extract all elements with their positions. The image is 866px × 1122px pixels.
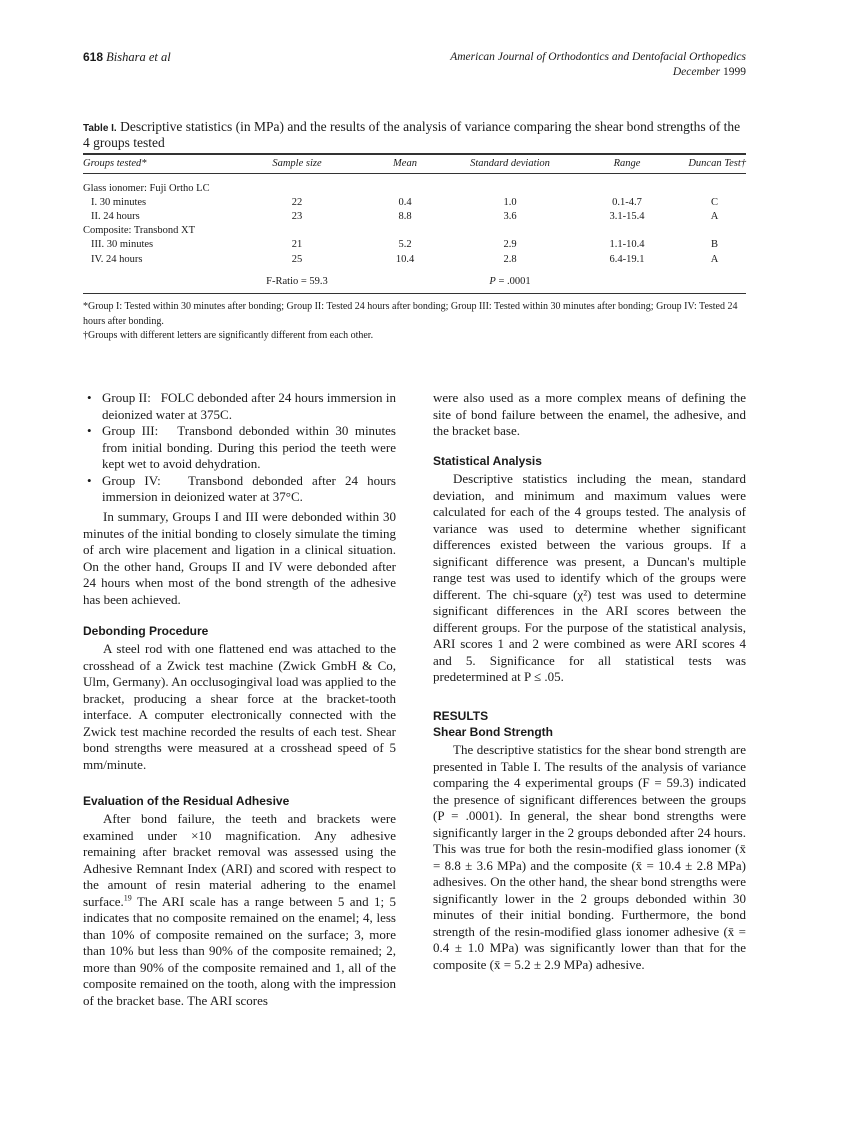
table-caption <box>83 120 748 150</box>
issue-year: 1999 <box>723 66 746 78</box>
table-row <box>83 195 746 209</box>
section-heading: Evaluation of the Residual Adhesive <box>83 794 290 808</box>
col-header: Standard deviation <box>470 158 550 169</box>
paragraph-text: were also used as a more complex means of defining the site of bond failure between the enamel, the adhesive, and the bracket base. <box>433 390 746 438</box>
section-heading: Shear Bond Strength <box>433 725 554 739</box>
table-bottom-rule <box>83 293 746 294</box>
cell-sd: 1.0 <box>503 196 517 208</box>
cell-n: 22 <box>291 196 303 208</box>
citation-ref: 19 <box>123 893 132 903</box>
cell-group: I. 30 minutes <box>91 196 147 208</box>
paragraph-text <box>83 811 396 1009</box>
cell-range: 0.1-4.7 <box>612 196 642 208</box>
table-section-row <box>83 224 746 238</box>
bullet-item: • Group IV: Transbond debonded after 24 hours immersion in deionized water at 37°C. <box>87 472 396 504</box>
section-label: Glass ionomer: Fuji Ortho LC <box>83 182 210 194</box>
table-section-row <box>83 181 746 195</box>
bullet-text: Group II: FOLC debonded after 24 hours immersion in deionized water at 375C. <box>102 390 396 422</box>
cell-range: 6.4-19.1 <box>609 253 645 265</box>
table-label: Table I. <box>83 123 117 134</box>
col-header: Mean <box>393 158 417 169</box>
bullet-text: Group IV: Transbond debonded after 24 hours immersion in deionized water at 37°C. <box>102 472 396 504</box>
col-header: Range <box>613 158 641 169</box>
statistical-analysis-section <box>433 453 746 686</box>
table-row <box>83 238 746 252</box>
results-heading: RESULTS <box>433 709 489 723</box>
section-heading: Statistical Analysis <box>433 454 542 468</box>
section-label: Composite: Transbond XT <box>83 225 196 237</box>
f-ratio: F-Ratio = 59.3 <box>266 275 328 287</box>
text-part: After bond failure, the teeth and brackets were examined under ×10 magnification. Any adhesive remaining after bracket removal was assessed using the Adhesive Remnant Index (ARI) and scored with respect to the amount of resin material adhering to the enamel surface. <box>83 811 396 909</box>
table-row <box>83 209 746 223</box>
col-header: Groups tested* <box>83 158 147 169</box>
cell-mean: 0.4 <box>398 196 412 208</box>
bullet-item: • Group II: FOLC debonded after 24 hours immersion in deionized water at 375C. <box>87 390 396 422</box>
continuation-paragraph <box>433 390 746 440</box>
running-header-right <box>450 50 746 80</box>
paragraph-text: Descriptive statistics including the mean, standard deviation, and minimum and maximum values were calculated for each of the 4 groups tested. The analysis of variance was used to determine whether significant differences existed between the various groups. If a significant difference was present, a Duncan's multiple range test was used to identify which of the groups were different. The chi-square (χ²) test was used to determine significant differences in the ARI scores between the different groups. For the purpose of the statistical analysis, ARI scores 1 and 2 were combined as were ARI scores 4 and 5. Significance for all statistical tests was predetermined at P ≤ .05. <box>433 471 746 684</box>
cell-duncan: A <box>710 253 719 265</box>
bullet-text: Group III: Transbond debonded within 30 minutes from initial bonding. During this period the teeth were kept wet to avoid dehydration. <box>102 423 396 471</box>
cell-group: III. 30 minutes <box>91 239 154 251</box>
summary-paragraph <box>83 509 396 608</box>
p-label: P <box>489 275 496 287</box>
cell-n: 25 <box>291 253 303 265</box>
cell-range: 1.1-10.4 <box>609 239 645 251</box>
table-footnote-1: *Group I: Tested within 30 minutes after bonding; Group II: Tested 24 hours after bonding; Group III: Tested within 30 minutes after bonding; Group IV: Tested 24 hours after bonding. <box>83 301 738 327</box>
cell-group: IV. 24 hours <box>91 253 143 265</box>
col-header: Sample size <box>272 158 322 169</box>
authors: Bishara et al <box>106 50 171 64</box>
bullet-item: • Group III: Transbond debonded within 30 minutes from initial bonding. During this period the teeth were kept wet to avoid dehydration. <box>87 423 396 471</box>
cell-sd: 2.9 <box>503 239 517 251</box>
debonding-section <box>83 623 396 773</box>
table-header-row <box>83 155 746 173</box>
cell-duncan: B <box>710 239 718 251</box>
paragraph-text: In summary, Groups I and III were debonded within 30 minutes of the initial bonding to closely simulate the timing of arch wire placement and ligation in a clinical situation. On the other hand, Groups II and IV were debonded after 24 hours when most of the bond strength of the adhesive has been achieved. <box>83 509 396 607</box>
results-section <box>433 708 746 973</box>
table-stats-row <box>83 274 746 288</box>
cell-sd: 2.8 <box>503 253 517 265</box>
journal-title: American Journal of Orthodontics and Dentofacial Orthopedics <box>450 51 746 63</box>
paragraph-text: A steel rod with one flattened end was attached to the crosshead of a Zwick test machine (Zwick GmbH & Co, Ulm, Germany). An occlusogingival load was applied to the bracket, producing a shear force at the bracket-tooth interface. A computer electronically connected with the Zwick test machine recorded the results of each test. Shear bond strengths were measured at a crosshead speed of 5 mm/minute. <box>83 641 396 772</box>
page-number: 618 <box>83 50 104 64</box>
cell-duncan: C <box>710 196 718 208</box>
data-table <box>83 155 746 288</box>
table-caption-text: Descriptive statistics (in MPa) and the results of the analysis of variance comparing the shear bond strengths of the 4 groups tested <box>83 119 741 150</box>
running-header-left <box>83 50 171 65</box>
evaluation-section <box>83 793 396 1009</box>
paragraph-text: The descriptive statistics for the shear bond strength are presented in Table I. The results of the analysis of variance comparing the 4 experimental groups (F = 59.3) indicated the presence of significant differences between the groups (P = .0001). In general, the shear bond strengths were significantly larger in the 2 groups debonded after 24 hours. This was true for both the resin-modified glass ionomer (x̄ = 8.8 ± 3.6 MPa) and the composite (x̄ = 10.4 ± 2.8 MPa) adhesives. On the other hand, the shear bond strengths were significantly lower in the 2 groups debonded within 30 minutes of their initial bonding. Furthermore, the bond strength of the resin-modified glass ionomer adhesive (x̄ = 0.4 ± 1.0 MPa) was significantly lower than that for the composite (x̄ = 5.2 ± 2.9 MPa) adhesive. <box>433 742 746 972</box>
cell-mean: 10.4 <box>395 253 415 265</box>
p-value: = .0001 <box>495 275 531 287</box>
cell-range: 3.1-15.4 <box>609 210 645 222</box>
cell-mean: 8.8 <box>398 210 412 222</box>
cell-mean: 5.2 <box>398 239 412 251</box>
cell-n: 23 <box>291 210 303 222</box>
table-footnote-2: †Groups with different letters are significantly different from each other. <box>83 330 374 341</box>
left-column-bullets <box>83 390 396 506</box>
cell-sd: 3.6 <box>503 210 517 222</box>
cell-duncan: A <box>710 210 719 222</box>
cell-group: II. 24 hours <box>91 210 140 222</box>
table-row <box>83 252 746 266</box>
p-value-cell <box>449 274 571 288</box>
col-header: Duncan Test† <box>688 158 746 169</box>
section-heading: Debonding Procedure <box>83 624 209 638</box>
issue-month: December <box>672 66 721 78</box>
cell-n: 21 <box>291 239 303 251</box>
text-part: The ARI scale has a range between 5 and 1; 5 indicates that no composite remained on the enamel; 4, less than 10% of composite remained on the surface; 3, more than 10% but less than 90% of the composite remained; 2, more than 90% of the composite remained and 1, all of the composite remained on the tooth, along with the impression of the bracket base. The ARI scores <box>83 893 396 1008</box>
